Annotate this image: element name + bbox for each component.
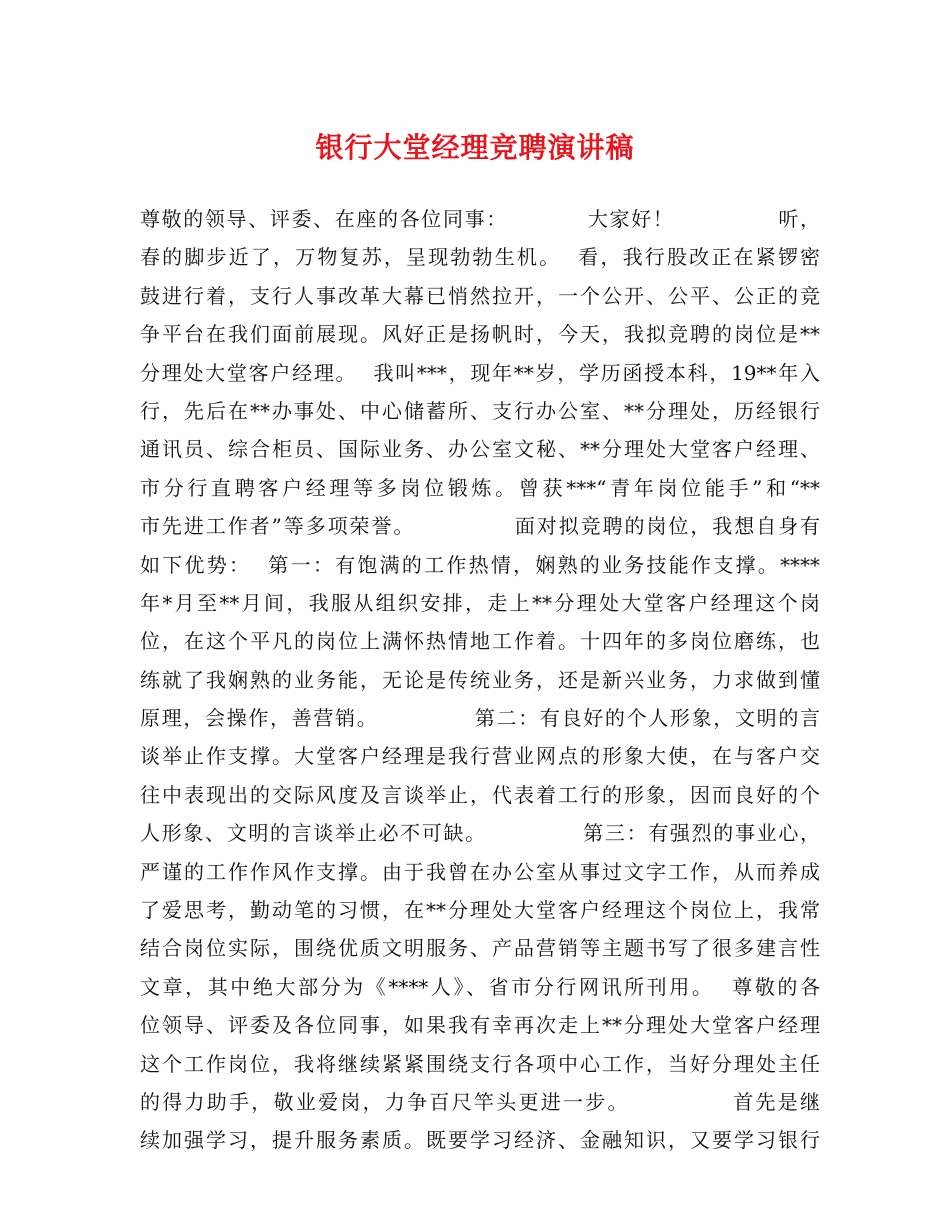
body-line: 往中表现出的交际风度及言谈举止，代表着工行的形象，因而良好的个 [140,782,820,807]
body-line: 通讯员、综合柜员、国际业务、办公室文秘、**分理处大堂客户经理、 [140,437,820,462]
speech-body [140,200,820,1160]
body-line: 练就了我娴熟的业务能，无论是传统业务，还是新兴业务，力求做到懂 [140,667,820,692]
body-line: 结合岗位实际，围绕优质文明服务、产品营销等主题书写了很多建言性 [140,936,820,961]
body-line: 文章，其中绝大部分为《****人》、省市分行网讯所刊用。 尊敬的各 [140,974,820,999]
body-line: 严谨的工作作风作支撑。由于我曾在办公室从事过文字工作，从而养成 [140,859,820,884]
body-line: 位领导、评委及各位同事，如果我有幸再次走上**分理处大堂客户经理 [140,1013,820,1038]
body-line: 续加强学习，提升服务素质。既要学习经济、金融知识，又要学习银行 [140,1128,820,1153]
body-line: 行，先后在**办事处、中心储蓄所、支行办公室、**分理处，历经银行 [140,398,820,423]
body-line: 位，在这个平凡的岗位上满怀热情地工作着。十四年的多岗位磨练，也 [140,629,820,654]
body-line: 鼓进行着，支行人事改革大幕已悄然拉开，一个公开、公平、公正的竞 [140,283,820,308]
body-line: 春的脚步近了，万物复苏，呈现勃勃生机。 看，我行股改正在紧锣密 [140,245,820,270]
body-line: 谈举止作支撑。大堂客户经理是我行营业网点的形象大使，在与客户交 [140,744,820,769]
body-line: 这个工作岗位，我将继续紧紧围绕支行各项中心工作，当好分理处主任 [140,1051,820,1076]
body-line: 分理处大堂客户经理。 我叫***，现年**岁，学历函授本科，19**年入 [140,360,820,385]
body-line: 原理，会操作，善营销。 第二：有良好的个人形象，文明的言 [140,706,820,731]
body-line: 争平台在我们面前展现。风好正是扬帆时，今天，我拟竞聘的岗位是** [140,322,820,347]
body-line: 市先进工作者”等多项荣誉。 面对拟竞聘的岗位，我想自身有 [140,514,820,539]
body-line: 如下优势： 第一：有饱满的工作热情，娴熟的业务技能作支撑。**** [140,552,820,577]
body-line: 尊敬的领导、评委、在座的各位同事： 大家好！ 听， [140,207,820,231]
document-title: 银行大堂经理竞聘演讲稿 [315,131,635,164]
body-line: 的得力助手，敬业爱岗，力争百尺竿头更进一步。 首先是继 [140,1089,820,1114]
body-line: 年*月至**月间，我服从组织安排，走上**分理处大堂客户经理这个岗 [140,590,820,615]
body-line: 了爱思考，勤动笔的习惯，在**分理处大堂客户经理这个岗位上，我常 [140,898,820,923]
body-line: 人形象、文明的言谈举止必不可缺。 第三：有强烈的事业心， [140,821,820,846]
body-line: 市分行直聘客户经理等多岗位锻炼。曾获***“青年岗位能手”和“** [140,475,820,500]
